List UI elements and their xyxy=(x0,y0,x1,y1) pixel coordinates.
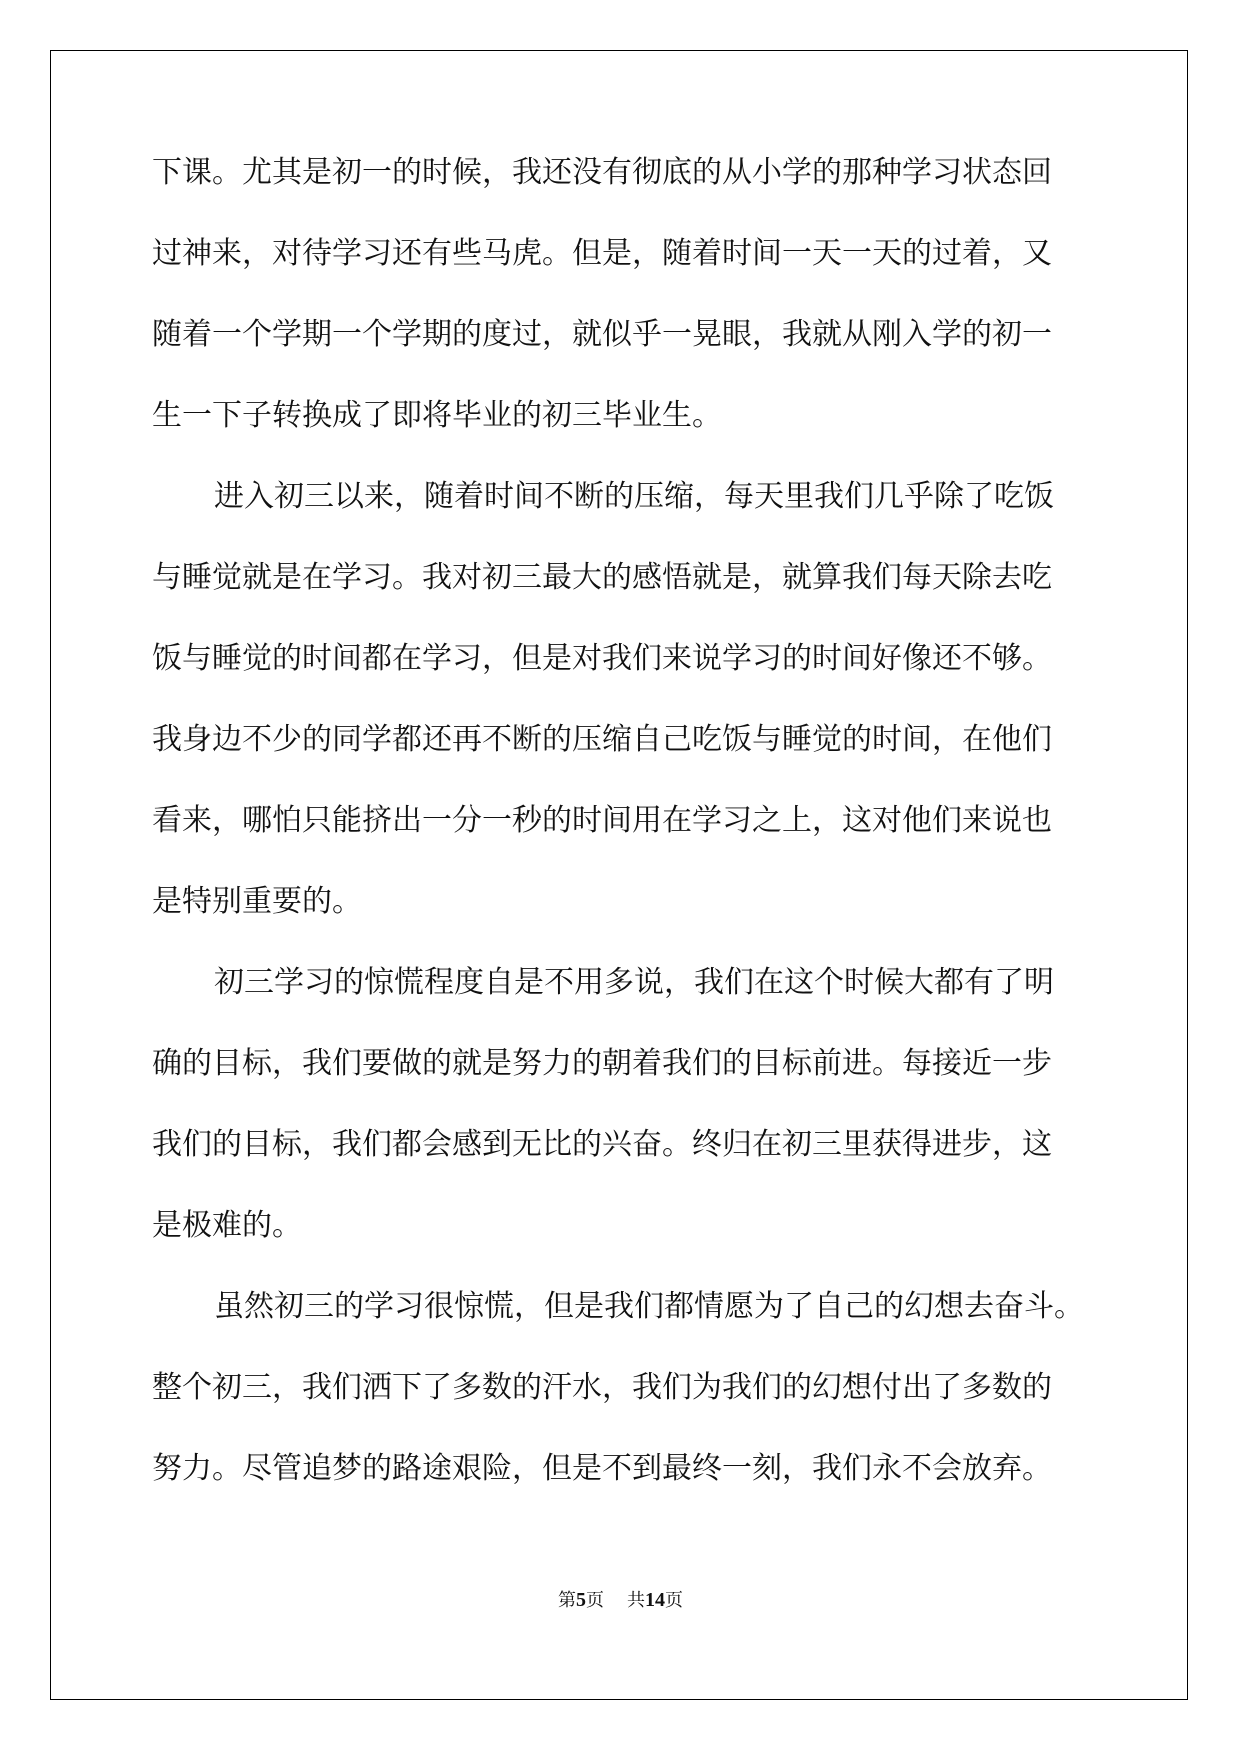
paragraph-first-line: 虽然初三的学习很惊慌，但是我们都情愿为了自己的幻想去奋斗。 xyxy=(214,1289,1084,1324)
text-line: 是极难的。 xyxy=(152,1208,302,1243)
text-line: 整个初三，我们洒下了多数的汗水，我们为我们的幻想付出了多数的 xyxy=(152,1370,1052,1405)
text-line: 过神来，对待学习还有些马虎。但是，随着时间一天一天的过着，又 xyxy=(152,236,1052,271)
footer-page-unit: 页 xyxy=(586,1590,605,1611)
text-line: 努力。尽管追梦的路途艰险，但是不到最终一刻，我们永不会放弃。 xyxy=(152,1451,1052,1486)
text-line: 我们的目标，我们都会感到无比的兴奋。终归在初三里获得进步，这 xyxy=(152,1127,1052,1162)
text-line: 随着一个学期一个学期的度过，就似乎一晃眼，我就从刚入学的初一 xyxy=(152,317,1052,352)
footer-total-prefix: 共 xyxy=(626,1590,645,1611)
text-line: 饭与睡觉的时间都在学习，但是对我们来说学习的时间好像还不够。 xyxy=(152,641,1052,676)
footer-prefix: 第 xyxy=(558,1590,577,1611)
text-line: 确的目标，我们要做的就是努力的朝着我们的目标前进。每接近一步 xyxy=(152,1046,1052,1081)
footer-total-unit: 页 xyxy=(664,1590,683,1611)
text-line: 与睡觉就是在学习。我对初三最大的感悟就是，就算我们每天除去吃 xyxy=(152,560,1052,595)
paragraph-first-line: 初三学习的惊慌程度自是不用多说，我们在这个时候大都有了明 xyxy=(214,965,1054,1000)
current-page-number: 5 xyxy=(576,1589,587,1611)
text-line: 是特别重要的。 xyxy=(152,884,362,919)
text-line: 下课。尤其是初一的时候，我还没有彻底的从小学的那种学习状态回 xyxy=(152,155,1052,190)
text-line: 生一下子转换成了即将毕业的初三毕业生。 xyxy=(152,398,722,433)
page-footer xyxy=(0,1586,1241,1612)
text-line: 我身边不少的同学都还再不断的压缩自己吃饭与睡觉的时间，在他们 xyxy=(152,722,1052,757)
total-page-count: 14 xyxy=(644,1589,665,1611)
paragraph-first-line: 进入初三以来，随着时间不断的压缩，每天里我们几乎除了吃饭 xyxy=(214,479,1054,514)
text-line: 看来，哪怕只能挤出一分一秒的时间用在学习之上，这对他们来说也 xyxy=(152,803,1052,838)
